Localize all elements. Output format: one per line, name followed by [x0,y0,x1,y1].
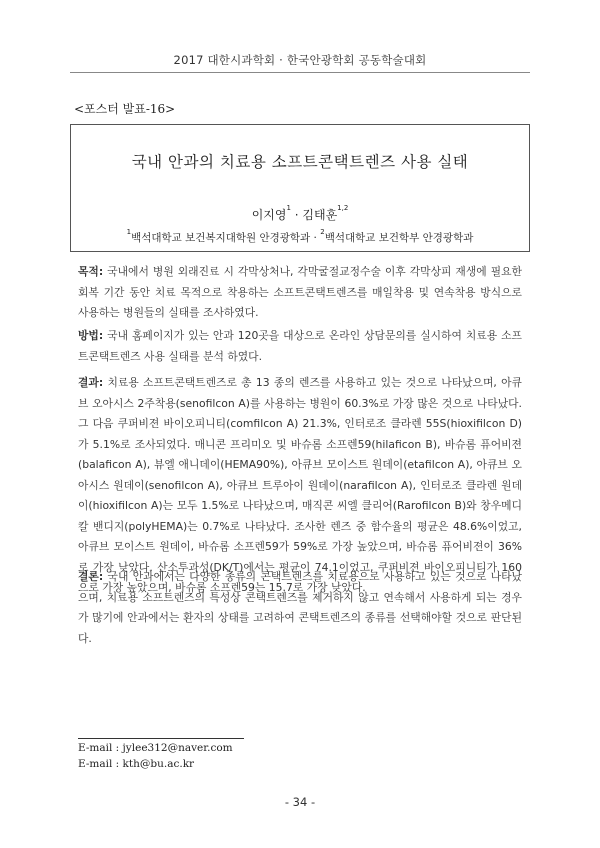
objective-paragraph [78,262,522,324]
affiliation-line [70,230,530,245]
author-name: 이지영 [251,208,287,222]
email-line: E-mail : jylee312@naver.com [78,742,233,754]
author-line [70,206,530,223]
paper-title: 국내 안과의 치료용 소프트콘택트렌즈 사용 실태 [131,153,469,171]
section-lead: 목적: [78,265,104,278]
affil-mark: 1 [126,228,132,236]
affil-mark: 2 [320,228,325,236]
affiliation: 백석대학교 보건복지대학원 안경광학과 [131,232,311,244]
footnote-divider [78,738,244,739]
author-affil-mark: 1 [286,204,291,212]
section-lead: 결론: [78,570,104,583]
conclusion-paragraph [78,567,522,649]
poster-label: <포스터 발표-16> [74,102,176,116]
section-text: 치료용 소프트콘택트렌즈로 총 13 종의 렌즈를 사용하고 있는 것으로 나타났으며, 아큐브 오아시스 2주착용(senofilcon A)를 사용하는 병원이 60.3%로 가장 많은 것으로 나타났다. 그 다음 쿠퍼비젼 바이오피니티(comfilcon A) 21.3%, 인터로조 클라렌 55S(hioxifilcon D)가 5.1%로 조사되었다. 매니콘 프리미오 및 바슈롬 소프렌59(hilaficon B), 바슈롬 퓨어비젼(balaficon A), 뷰엘 애니데이(HEMA90%), 아큐브 모이스트 원데이(etafilcon A), 아큐브 오아시스 원데이(senofilcon A), 아큐브 트루아이 원데이(narafilcon A), 인터로조 클라렌 원데이(hioxifilcon A)는 모두 1.5%로 나타났으며, 매직콘 씨엘 클리어(Rarofilcon B)와 창우메디칼 밴디지(polyHEMA)는 0.7%로 나타났다. 조사한 렌즈 중 함수율의 평균은 48.6%이었고, 아큐브 모이스트 원데이, 바슈롬 소프렌59가 59%로 가장 높았으며, 바슈롬 퓨어비젼이 36%로 가장 낮았다. 산소투과성(DK/T)에서는 평균이 74.1이었고, 쿠퍼비젼 바이오피니티가 160으로 가장 높았으며, 바슈롬 소프렌59는 15.7로 가장 낮았다. [78,376,522,594]
email-line: E-mail : kth@bu.ac.kr [78,758,195,770]
section-text: 국내에서 병원 외래진료 시 각막상처나, 각막굴절교정수술 이후 각막상피 재생에 필요한 회복 기간 동안 치료 목적으로 착용하는 소프트콘택트렌즈를 매일착용 및 연속착용 방식으로 사용하는 병원들의 실태를 조사하였다. [78,265,522,319]
page-number: - 34 - [284,795,316,809]
affil-separator: · [310,232,321,244]
result-paragraph [78,373,522,599]
method-paragraph [78,326,522,367]
section-lead: 결과: [78,376,104,389]
running-header: 2017 대한시과학회 · 한국안광학회 공동학술대회 [173,53,427,67]
section-text: 국내 홈페이지가 있는 안과 120곳을 대상으로 온라인 상담문의를 실시하여 치료용 소프트콘택트렌즈 사용 실태를 분석 하였다. [78,329,522,363]
header-divider [70,72,530,73]
section-text: 국내 안과에서는 다양한 종류의 콘택트렌즈를 치료용으로 사용하고 있는 것으로 나타났으며, 치료용 소프트렌즈의 특성상 콘택트렌즈를 제거하지 않고 연속해서 사용하게 되는 경우가 많기에 안과에서는 환자의 상태를 고려하여 콘택트렌즈의 종류를 선택해야할 것으로 판단된다. [78,570,522,645]
author-affil-mark: 1,2 [337,204,349,212]
author-separator: · [290,208,303,222]
affiliation: 백석대학교 보건학부 안경광학과 [324,232,474,244]
author-name: 김태훈 [302,208,338,222]
section-lead: 방법: [78,329,104,342]
